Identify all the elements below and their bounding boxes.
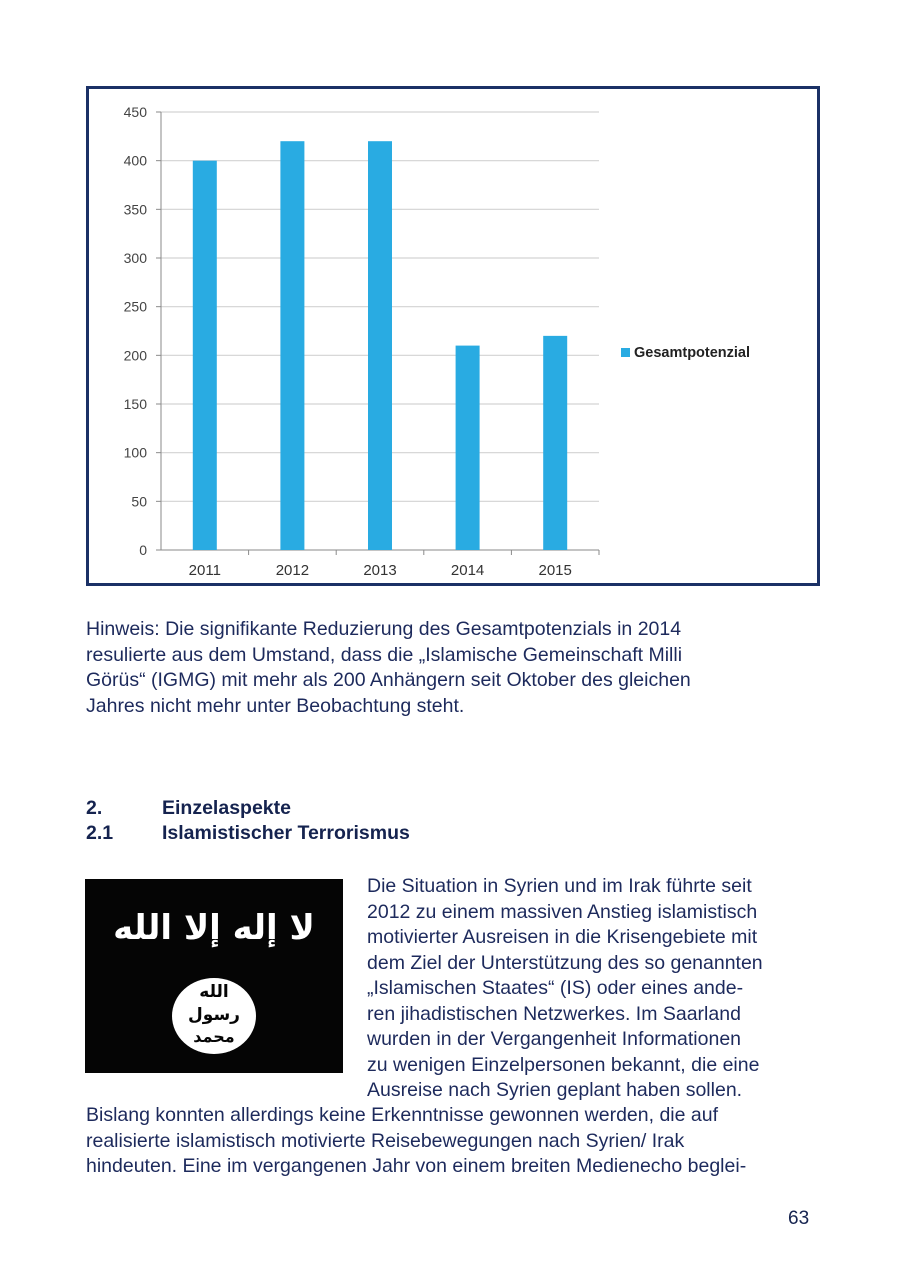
subsection-heading: [86, 821, 410, 846]
y-tick-label: 300: [123, 250, 147, 266]
paragraph-line: motivierter Ausreisen in die Krisengebiete mit: [367, 926, 758, 948]
note-line: Görüs“ (IGMG) mit mehr als 200 Anhängern seit Oktober des gleichen: [86, 669, 691, 691]
paragraph-line: ren jihadistischen Netzwerkes. Im Saarland: [367, 1002, 741, 1025]
section-heading: [86, 796, 291, 821]
chart-frame: [86, 86, 820, 586]
black-flag-image: [85, 879, 343, 1073]
bar-2013: [368, 141, 392, 550]
paragraph-line: Bislang konnten allerdings keine Erkenntnisse gewonnen werden, die auf: [86, 1104, 718, 1126]
bar-2014: [456, 346, 480, 550]
subsection-number: 2.1: [86, 822, 114, 844]
body-paragraph-full: [86, 1103, 826, 1180]
x-tick-label: 2012: [275, 562, 310, 579]
section-title: Einzelaspekte: [162, 797, 291, 819]
paragraph-line: „Islamischen Staates“ (IS) oder eines ande-: [367, 977, 744, 999]
legend-swatch: [621, 348, 630, 357]
chart-note: [86, 617, 806, 719]
seal-text-middle: رسول: [188, 1005, 240, 1025]
paragraph-line: hindeuten. Eine im vergangenen Jahr von einem breiten Medienecho beglei-: [86, 1155, 747, 1177]
paragraph-line: zu wenigen Einzelpersonen bekannt, die eine: [367, 1053, 760, 1076]
bar-2015: [543, 336, 567, 550]
bar-2012: [280, 141, 304, 550]
y-tick-label: 200: [123, 347, 147, 364]
legend-label: Gesamtpotenzial: [634, 345, 751, 361]
flag-banner-text: لا إله إلا الله: [113, 908, 315, 948]
page-number: 63: [788, 1208, 810, 1229]
x-tick-label: 2015: [538, 562, 572, 579]
y-tick-label: 100: [123, 444, 147, 461]
bar-2011: [193, 161, 217, 550]
paragraph-line: wurden in der Vergangenheit Informationen: [367, 1028, 742, 1050]
flag-graphic: [85, 879, 343, 1073]
seal-text-top: الله: [199, 982, 229, 1002]
note-line: Hinweis: Die signifikante Reduzierung des Gesamtpotenzials in 2014: [86, 618, 682, 640]
note-line: Jahres nicht mehr unter Beobachtung steht.: [86, 694, 465, 717]
paragraph-line: dem Ziel der Unterstützung des so genannten: [367, 951, 763, 974]
section-number: 2.: [86, 797, 103, 819]
body-paragraph-wrapped: [367, 874, 817, 1104]
paragraph-line: Ausreise nach Syrien geplant haben sollen.: [367, 1079, 743, 1101]
x-tick-label: 2014: [450, 562, 485, 579]
x-tick-label: 2011: [188, 562, 221, 579]
bar-chart: [89, 89, 817, 583]
note-line: resulierte aus dem Umstand, dass die „Islamische Gemeinschaft Milli: [86, 643, 683, 666]
paragraph-line: realisierte islamistisch motivierte Reisebewegungen nach Syrien/ Irak: [86, 1129, 685, 1152]
y-tick-label: 0: [139, 542, 147, 558]
seal-text-bottom: محمد: [193, 1027, 235, 1046]
subsection-title: Islamistischer Terrorismus: [162, 822, 410, 844]
paragraph-line: Die Situation in Syrien und im Irak führte seit: [367, 875, 752, 897]
y-tick-label: 400: [123, 152, 147, 169]
y-tick-label: 450: [123, 104, 147, 120]
y-tick-label: 150: [123, 396, 147, 412]
paragraph-line: 2012 zu einem massiven Anstieg islamistisch: [367, 900, 758, 923]
y-tick-label: 250: [123, 298, 147, 315]
y-tick-label: 350: [123, 201, 147, 218]
x-tick-label: 2013: [363, 562, 397, 579]
y-tick-label: 50: [131, 493, 147, 510]
